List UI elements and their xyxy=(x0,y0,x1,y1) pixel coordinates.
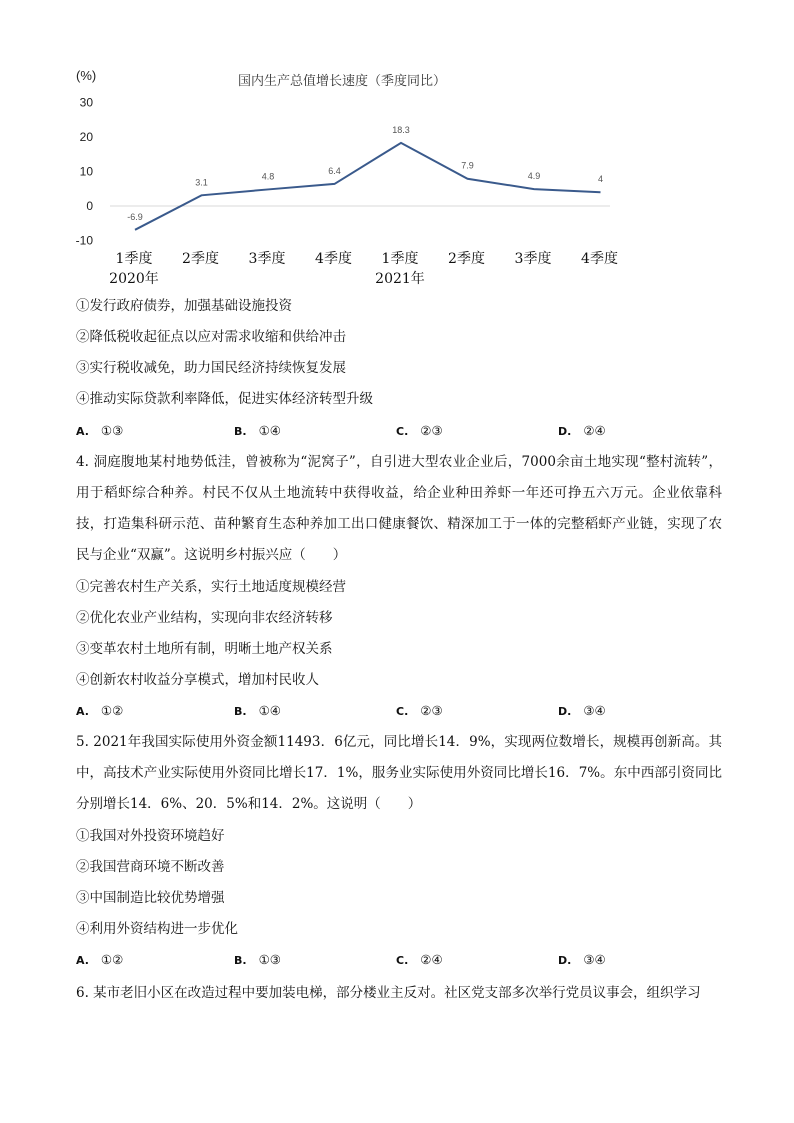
x-label-group xyxy=(109,250,618,287)
q3-option-b[interactable]: B. ①④ xyxy=(234,423,281,438)
y-tick-label: 0 xyxy=(86,199,93,213)
q3-option-c[interactable]: C. ②③ xyxy=(396,423,443,438)
data-label: 4 xyxy=(597,174,604,185)
q5-option-c[interactable]: C. ②④ xyxy=(396,952,443,967)
q3-item-2: ②降低税收起征点以应对需求收缩和供给冲击 xyxy=(76,329,346,345)
q5-item-2: ②我国营商环境不断改善 xyxy=(76,859,225,875)
x-tick-label: 2季度 xyxy=(448,251,485,267)
x-year-label: 2020年 xyxy=(109,271,159,287)
q4-option-d[interactable]: D. ③④ xyxy=(558,703,606,718)
q5-option-b[interactable]: B. ①③ xyxy=(234,952,281,967)
q3-option-a[interactable]: A. ①③ xyxy=(76,423,124,438)
gdp-growth-chart xyxy=(60,62,620,292)
chart-canvas xyxy=(60,62,620,292)
data-label: -6.9 xyxy=(127,211,143,222)
y-tick-label: 20 xyxy=(79,130,93,144)
x-tick-label: 3季度 xyxy=(514,251,552,267)
q5-option-d[interactable]: D. ③④ xyxy=(558,952,606,967)
q4-item-4: ④创新农村收益分享模式，增加村民收人 xyxy=(76,672,319,688)
x-tick-label: 2季度 xyxy=(182,251,219,267)
y-unit-label: (%) xyxy=(76,68,97,83)
y-tick-label: 10 xyxy=(79,164,93,179)
q4-options xyxy=(76,703,722,723)
chart-title: 国内生产总值增长速度（季度同比） xyxy=(237,74,447,89)
x-year-label: 2021年 xyxy=(375,271,425,287)
q4-item-2: ②优化农业产业结构，实现向非农经济转移 xyxy=(76,610,333,626)
data-label-group xyxy=(127,125,603,222)
q4-option-a[interactable]: A. ①② xyxy=(76,703,124,718)
data-label: 18.3 xyxy=(392,124,410,135)
q4-item-1: ①完善农村生产关系，实行土地适度规模经营 xyxy=(76,579,346,595)
y-tick-label: 30 xyxy=(79,95,93,110)
q3-option-d[interactable]: D. ②④ xyxy=(558,423,606,438)
q3-item-4: ④推动实际贷款利率降低，促进实体经济转型升级 xyxy=(76,391,373,407)
q3-item-1: ①发行政府债券，加强基础设施投资 xyxy=(76,298,292,314)
q5-stem: 5. 2021年我国实际使用外资金额11493．6亿元，同比增长14．9%，实现两位数增长，规模再创新高。其中，高技术产业实际使用外资同比增长17．1%，服务业实际使用外资同比增长16．7%。东中西部引资同比分别增长14．6%、20．5%和14．2%。这说明（ ） xyxy=(76,734,722,812)
q6-stem: 6. 某市老旧小区在改造过程中要加装电梯，部分楼业主反对。社区党支部多次举行党员议事会，组织学习 xyxy=(76,985,701,1001)
q5-item-1: ①我国对外投资环境趋好 xyxy=(76,828,225,844)
x-tick-label: 1季度 xyxy=(115,251,153,267)
q4-option-b[interactable]: B. ①④ xyxy=(234,703,281,718)
y-tick-label: -10 xyxy=(75,233,93,248)
data-label: 4.9 xyxy=(527,171,541,182)
q3-options xyxy=(76,423,722,443)
data-label: 7.9 xyxy=(461,160,474,171)
x-tick-label: 4季度 xyxy=(315,251,352,267)
data-label: 4.8 xyxy=(261,171,275,182)
q5-option-a[interactable]: A. ①② xyxy=(76,952,124,967)
q3-item-3: ③实行税收减免，助力国民经济持续恢复发展 xyxy=(76,360,346,376)
x-tick-label: 3季度 xyxy=(248,251,286,267)
y-tick-group xyxy=(76,96,94,248)
data-label: 3.1 xyxy=(195,177,208,188)
q5-options xyxy=(76,952,722,972)
q4-stem: 4. 洞庭腹地某村地势低洼，曾被称为“泥窝子”，自引进大型农业企业后，7000余亩土地实现“整村流转”，用于稻虾综合种养。村民不仅从土地流转中获得收益，给企业种田养虾一年还可挣五六万元。企业依靠科技，打造集科研示范、苗种繁育生态种养加工出口健康餐饮、精深加工于一体的完整稻虾产业链，实现了农民与企业“双赢”。这说明乡村振兴应（ ） xyxy=(76,454,722,563)
q4-option-c[interactable]: C. ②③ xyxy=(396,703,443,718)
x-tick-label: 1季度 xyxy=(381,251,419,267)
data-label: 6.4 xyxy=(328,165,341,176)
q5-item-3: ③中国制造比较优势增强 xyxy=(76,890,225,906)
q5-item-4: ④利用外资结构进一步优化 xyxy=(76,921,238,937)
q4-item-3: ③变革农村土地所有制，明晰土地产权关系 xyxy=(76,641,333,657)
x-tick-label: 4季度 xyxy=(581,251,618,267)
